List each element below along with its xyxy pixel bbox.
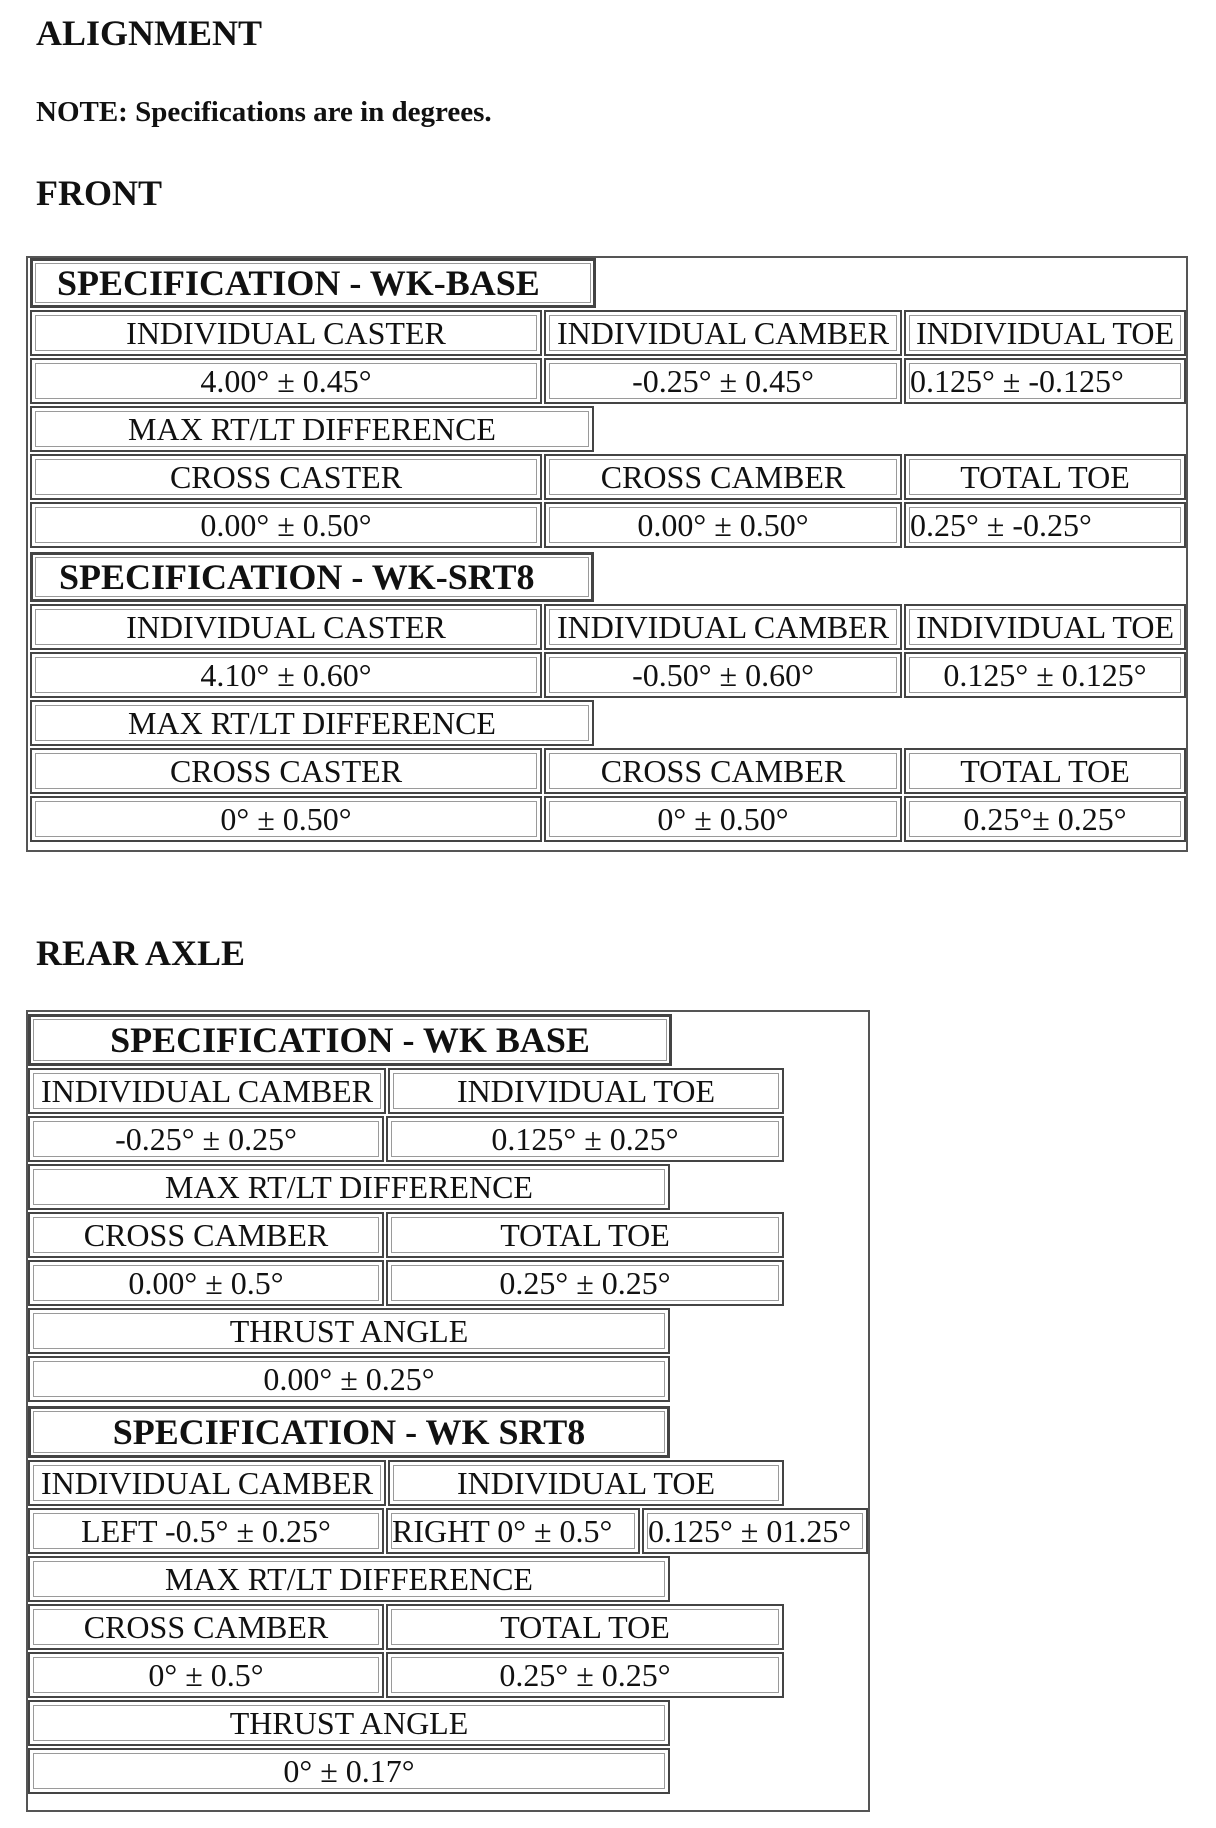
rear-base-title: SPECIFICATION - WK BASE [28,1014,672,1066]
rear-srt8-value-right-camber: RIGHT 0° ± 0.5° [386,1508,640,1554]
rear-base-value-toe: 0.125° ± 0.25° [386,1116,784,1162]
rear-base-thrust-label: THRUST ANGLE [28,1308,670,1354]
front-srt8-value-camber: -0.50° ± 0.60° [544,652,902,698]
rear-base-cross-camber-label: CROSS CAMBER [28,1212,384,1258]
page-title: ALIGNMENT [36,13,263,53]
rear-srt8-thrust-value: 0° ± 0.17° [28,1748,670,1794]
rear-srt8-cross-camber-label: CROSS CAMBER [28,1604,384,1650]
front-base-cross-camber-value: 0.00° ± 0.50° [544,502,902,548]
page-note: NOTE: Specifications are in degrees. [36,96,492,128]
rear-srt8-total-toe-value: 0.25° ± 0.25° [386,1652,784,1698]
rear-axle-heading: REAR AXLE [36,933,246,973]
rear-srt8-value-left-camber: LEFT -0.5° ± 0.25° [28,1508,384,1554]
rear-base-header-camber: INDIVIDUAL CAMBER [28,1068,386,1114]
front-srt8-title: SPECIFICATION - WK-SRT8 [30,552,594,602]
front-base-value-caster: 4.00° ± 0.45° [30,358,542,404]
front-srt8-total-toe-value: 0.25°± 0.25° [904,796,1186,842]
front-base-value-toe: 0.125° ± -0.125° [904,358,1186,404]
front-srt8-header-toe: INDIVIDUAL TOE [904,604,1186,650]
rear-base-total-toe-label: TOTAL TOE [386,1212,784,1258]
rear-base-total-toe-value: 0.25° ± 0.25° [386,1260,784,1306]
front-srt8-cross-caster-value: 0° ± 0.50° [30,796,542,842]
rear-srt8-diff-label: MAX RT/LT DIFFERENCE [28,1556,670,1602]
front-base-value-camber: -0.25° ± 0.45° [544,358,902,404]
front-base-cross-camber-label: CROSS CAMBER [544,454,902,500]
rear-base-diff-label: MAX RT/LT DIFFERENCE [28,1164,670,1210]
front-base-total-toe-value: 0.25° ± -0.25° [904,502,1186,548]
rear-base-header-toe: INDIVIDUAL TOE [388,1068,784,1114]
front-base-total-toe-label: TOTAL TOE [904,454,1186,500]
rear-srt8-header-toe: INDIVIDUAL TOE [388,1460,784,1506]
front-base-title: SPECIFICATION - WK-BASE [30,258,596,308]
rear-srt8-thrust-label: THRUST ANGLE [28,1700,670,1746]
rear-srt8-cross-camber-value: 0° ± 0.5° [28,1652,384,1698]
front-srt8-cross-caster-label: CROSS CASTER [30,748,542,794]
front-base-diff-label: MAX RT/LT DIFFERENCE [30,406,594,452]
front-srt8-header-camber: INDIVIDUAL CAMBER [544,604,902,650]
rear-srt8-title: SPECIFICATION - WK SRT8 [28,1406,670,1458]
rear-srt8-total-toe-label: TOTAL TOE [386,1604,784,1650]
front-base-header-camber: INDIVIDUAL CAMBER [544,310,902,356]
front-base-header-toe: INDIVIDUAL TOE [904,310,1186,356]
front-srt8-diff-label: MAX RT/LT DIFFERENCE [30,700,594,746]
front-srt8-cross-camber-label: CROSS CAMBER [544,748,902,794]
rear-srt8-header-camber: INDIVIDUAL CAMBER [28,1460,386,1506]
front-base-cross-caster-label: CROSS CASTER [30,454,542,500]
front-srt8-cross-camber-value: 0° ± 0.50° [544,796,902,842]
rear-base-cross-camber-value: 0.00° ± 0.5° [28,1260,384,1306]
front-srt8-header-caster: INDIVIDUAL CASTER [30,604,542,650]
front-base-header-caster: INDIVIDUAL CASTER [30,310,542,356]
front-srt8-value-toe: 0.125° ± 0.125° [904,652,1186,698]
front-srt8-value-caster: 4.10° ± 0.60° [30,652,542,698]
rear-base-value-camber: -0.25° ± 0.25° [28,1116,384,1162]
rear-base-thrust-value: 0.00° ± 0.25° [28,1356,670,1402]
front-srt8-total-toe-label: TOTAL TOE [904,748,1186,794]
front-heading: FRONT [36,173,162,213]
rear-srt8-value-toe: 0.125° ± 01.25° [642,1508,868,1554]
front-base-cross-caster-value: 0.00° ± 0.50° [30,502,542,548]
